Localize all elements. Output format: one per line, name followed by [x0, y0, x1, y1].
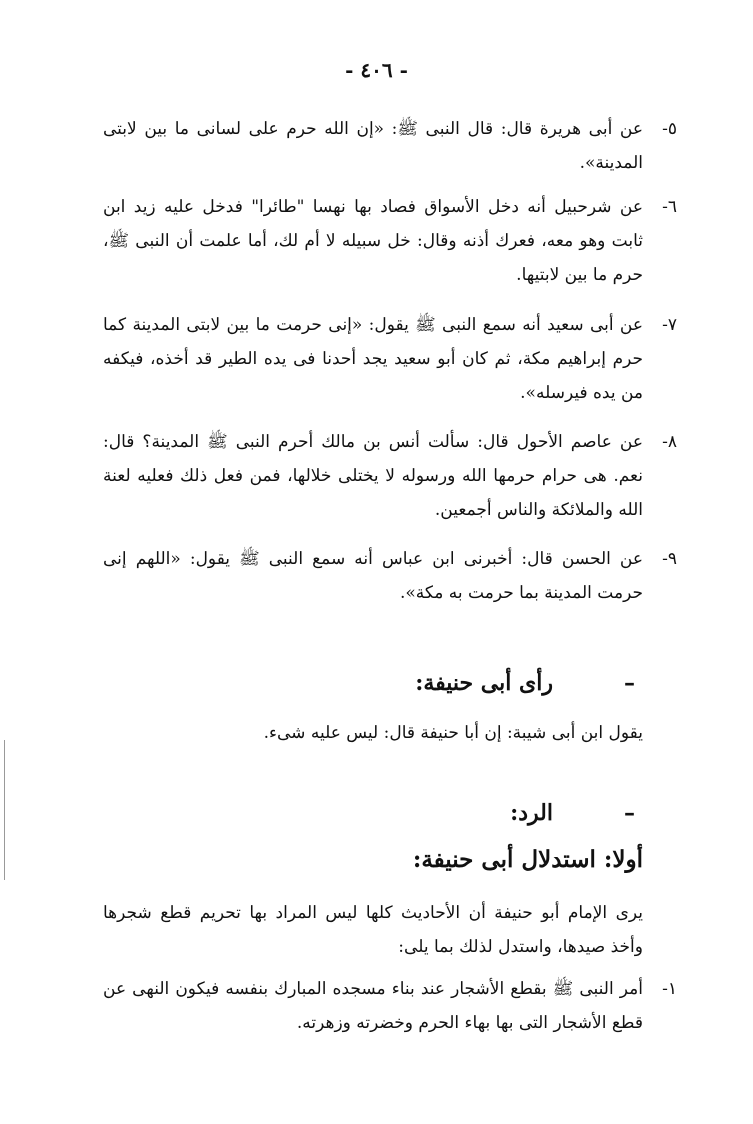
point-number: ١- — [662, 979, 677, 999]
hadith-item-9 — [103, 542, 677, 610]
page-number: - ٤٠٦ - — [345, 58, 408, 82]
section-dash: – — [624, 800, 635, 826]
section-heading-response: الرد: — [510, 800, 553, 826]
hadith-item-8 — [103, 425, 677, 527]
hadith-text: عن أبى هريرة قال: قال النبى ﷺ: «إن الله حرم على لسانى ما بين لابتى المدينة». — [103, 119, 643, 173]
hadith-number: ٦- — [662, 197, 677, 217]
hadith-item-7 — [103, 308, 677, 410]
section-dash: – — [624, 670, 635, 696]
hadith-item-5 — [103, 112, 677, 180]
hadith-item-6 — [103, 190, 677, 292]
point-item-1 — [103, 972, 677, 1040]
section-paragraph: يقول ابن أبى شيبة: إن أبا حنيفة قال: ليس عليه شىء. — [263, 723, 643, 743]
hadith-text: عن عاصم الأحول قال: سألت أنس بن مالك أحرم النبى ﷺ المدينة؟ قال: نعم. هى حرام حرمها الله ورسوله لا يختلى خلالها، فمن فعل ذلك فعليه لعنة الله والملائكة والناس أجمعين. — [103, 432, 643, 520]
subheading-abu-hanifa-reasoning: أولا: استدلال أبى حنيفة: — [412, 846, 643, 873]
hadith-text: عن أبى سعيد أنه سمع النبى ﷺ يقول: «إنى حرمت ما بين لابتى المدينة كما حرم إبراهيم مكة، ثم كان أبو سعيد يجد أحدنا فى يده الطير قد أخذه، فيكفه من يده فيرسله». — [103, 315, 643, 403]
section-paragraph: يرى الإمام أبو حنيفة أن الأحاديث كلها ليس المراد بها تحريم قطع شجرها وأخذ صيدها، واستدل لذلك بما يلى: — [103, 903, 643, 957]
section-heading-abu-hanifa-opinion: رأى أبى حنيفة: — [415, 670, 553, 696]
scan-edge-line — [4, 740, 5, 880]
hadith-text: عن الحسن قال: أخبرنى ابن عباس أنه سمع النبى ﷺ يقول: «اللهم إنى حرمت المدينة بما حرمت به مكة». — [103, 549, 643, 603]
hadith-text: عن شرحبيل أنه دخل الأسواق فصاد بها نهسا "طائرا" فدخل عليه زيد ابن ثابت وهو معه، فعرك أذنه وقال: خل سبيله لا أم لك، أما علمت أن النبى ﷺ، حرم ما بين لابتيها. — [103, 197, 643, 285]
hadith-number: ٥- — [662, 119, 677, 139]
hadith-number: ٩- — [662, 549, 677, 569]
hadith-number: ٨- — [662, 432, 677, 452]
point-text: أمر النبى ﷺ بقطع الأشجار عند بناء مسجده المبارك بنفسه فيكون النهى عن قطع الأشجار التى بها بهاء الحرم وخضرته وزهرته. — [103, 979, 643, 1033]
hadith-number: ٧- — [662, 315, 677, 335]
